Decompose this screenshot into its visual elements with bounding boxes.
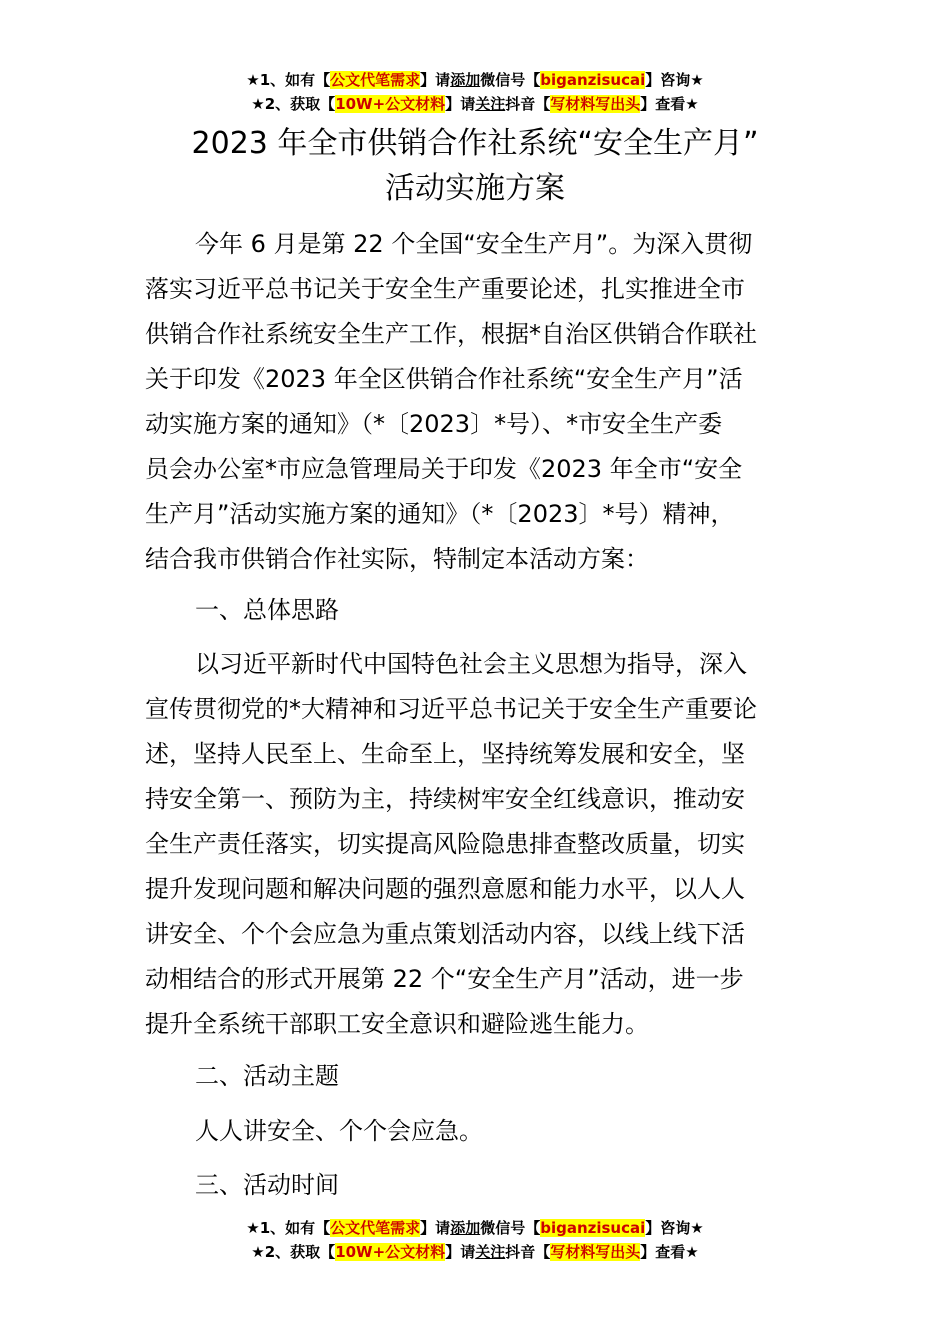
banner-text: 】请 (445, 95, 476, 113)
banner-text: 】查看★ (640, 95, 699, 113)
paragraph-line: 结合我市供销合作社实际，特制定本活动方案： (145, 545, 649, 573)
banner-line-1 (0, 68, 950, 92)
section-2-heading: 二、活动主题 (195, 1062, 339, 1090)
banner-text: 】咨询★ (645, 71, 704, 89)
paragraph-line: 落实习近平总书记关于安全生产重要论述，扎实推进全市 (145, 275, 745, 303)
banner-underline: 关注 (475, 1243, 506, 1261)
banner-wechat-id: biganzisucai (540, 1219, 646, 1237)
banner-text: 】请 (445, 1243, 476, 1261)
paragraph-line: 动实施方案的通知》（*〔2023〕*号）、*市安全生产委 (145, 410, 723, 438)
banner-highlight: 公文代笔需求 (330, 1219, 421, 1237)
banner-text: ★1、如有【 (246, 71, 331, 89)
banner-text: 抖音【 (505, 1243, 551, 1261)
banner-text: 抖音【 (505, 95, 551, 113)
banner-highlight: 10W+公文材料 (335, 1243, 446, 1261)
banner-line-2 (0, 1240, 950, 1264)
section-1-heading: 一、总体思路 (195, 596, 339, 624)
banner-text: 】请 (420, 71, 451, 89)
paragraph-line: 提升发现问题和解决问题的强烈意愿和能力水平，以人人 (145, 875, 745, 903)
banner-text: ★1、如有【 (246, 1219, 331, 1237)
banner-highlight: 10W+公文材料 (335, 95, 446, 113)
section-2-text: 人人讲安全、个个会应急。 (195, 1117, 483, 1145)
top-banner (0, 68, 950, 116)
banner-underline: 添加 (450, 71, 481, 89)
paragraph-line: 提升全系统干部职工安全意识和避险逃生能力。 (145, 1010, 649, 1038)
banner-text: ★2、获取【 (251, 95, 336, 113)
banner-text: 微信号【 (480, 1219, 541, 1237)
bottom-banner (0, 1216, 950, 1264)
banner-douyin-id: 写材料写出头 (550, 1243, 641, 1261)
banner-line-2 (0, 92, 950, 116)
intro-paragraph (145, 222, 810, 582)
paragraph-line: 讲安全、个个会应急为重点策划活动内容，以线上线下活 (145, 920, 745, 948)
paragraph-line: 生产月”活动实施方案的通知》（*〔2023〕*号）精神， (145, 500, 735, 528)
paragraph-line: 员会办公室*市应急管理局关于印发《2023 年全市“安全 (145, 455, 743, 483)
paragraph-line: 述，坚持人民至上、生命至上，坚持统筹发展和安全，坚 (145, 740, 745, 768)
banner-underline: 关注 (475, 95, 506, 113)
section-1-paragraph (145, 642, 810, 1047)
paragraph-line: 宣传贯彻党的*大精神和习近平总书记关于安全生产重要论 (145, 695, 757, 723)
paragraph-line: 持安全第一、预防为主，持续树牢安全红线意识，推动安 (145, 785, 745, 813)
document-title-line-1: 2023 年全市供销合作社系统“安全生产月” (191, 126, 759, 161)
document-title-line-2: 活动实施方案 (385, 171, 565, 206)
banner-line-1 (0, 1216, 950, 1240)
paragraph-line: 今年 6 月是第 22 个全国“安全生产月”。为深入贯彻 (195, 230, 753, 258)
paragraph-line: 全生产责任落实，切实提高风险隐患排查整改质量，切实 (145, 830, 745, 858)
paragraph-line: 供销合作社系统安全生产工作，根据*自治区供销合作联社 (145, 320, 757, 348)
banner-underline: 添加 (450, 1219, 481, 1237)
paragraph-line: 关于印发《2023 年全区供销合作社系统“安全生产月”活 (145, 365, 743, 393)
banner-text: 微信号【 (480, 71, 541, 89)
banner-text: ★2、获取【 (251, 1243, 336, 1261)
paragraph-line: 动相结合的形式开展第 22 个“安全生产月”活动，进一步 (145, 965, 744, 993)
banner-text: 】咨询★ (645, 1219, 704, 1237)
banner-wechat-id: biganzisucai (540, 71, 646, 89)
banner-text: 】查看★ (640, 1243, 699, 1261)
banner-highlight: 公文代笔需求 (330, 71, 421, 89)
banner-text: 】请 (420, 1219, 451, 1237)
section-3-heading: 三、活动时间 (195, 1171, 339, 1199)
banner-douyin-id: 写材料写出头 (550, 95, 641, 113)
paragraph-line: 以习近平新时代中国特色社会主义思想为指导，深入 (195, 650, 747, 678)
